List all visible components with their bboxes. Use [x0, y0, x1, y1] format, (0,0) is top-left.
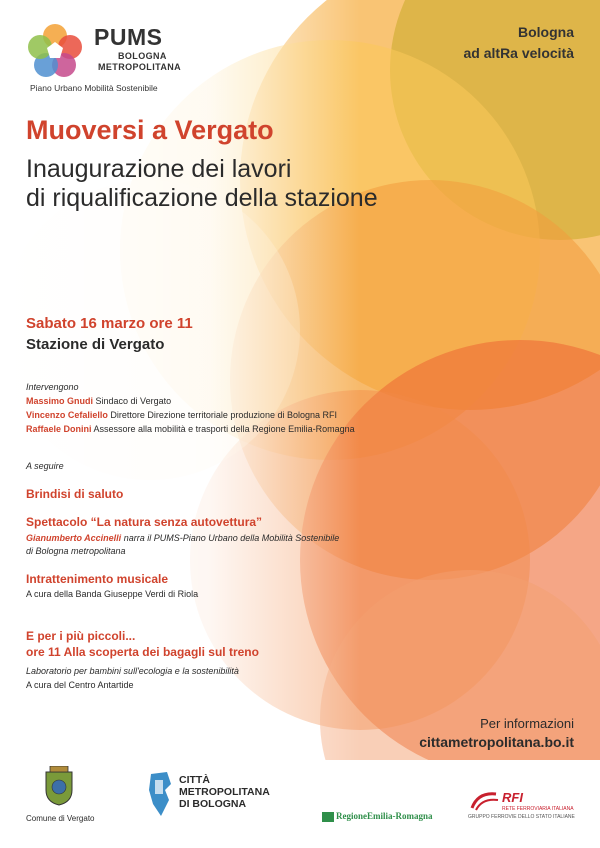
rfi-sub-2: GRUPPO FERROVIE DELLO STATO ITALIANE	[468, 814, 575, 820]
program-kids-title: E per i più piccoli...	[26, 629, 136, 643]
citta-line-2: METROPOLITANA	[179, 786, 270, 798]
event-venue: Stazione di Vergato	[26, 336, 165, 353]
tagline-line-2: ad altRa velocità	[463, 45, 574, 61]
speaker-item	[26, 422, 355, 436]
program-toast: Brindisi di saluto	[26, 487, 124, 501]
citta-metropolitana-logo	[145, 768, 285, 828]
info-block	[419, 716, 574, 750]
info-label: Per informazioni	[480, 716, 574, 731]
speaker-role: Assessore alla mobilità e trasporti della Regione Emilia-Romagna	[93, 424, 355, 434]
speaker-name: Raffaele Donini	[26, 424, 92, 434]
subtitle-line-1: Inaugurazione dei lavori	[26, 155, 292, 183]
program-kids-desc: Laboratorio per bambini sull'ecologia e la sostenibilità	[26, 666, 239, 676]
program-intro: A seguire	[26, 461, 64, 471]
vergato-logo	[26, 766, 106, 826]
regione-logo	[322, 808, 442, 828]
event-date: Sabato 16 marzo ore 11	[26, 315, 193, 332]
program-music-desc: A cura della Banda Giuseppe Verdi di Riola	[26, 589, 199, 599]
rfi-logo	[468, 788, 578, 828]
pums-logo-icon	[26, 22, 84, 80]
rfi-label: RFI	[502, 790, 523, 805]
page-title: Muoversi a Vergato	[26, 115, 274, 145]
speaker-name: Vincenzo Cefaliello	[26, 410, 108, 420]
logo-subtitle-2: METROPOLITANA	[98, 62, 182, 72]
program-kids-time: ore 11 Alla scoperta dei bagagli sul treno	[26, 645, 259, 659]
info-url[interactable]: cittametropolitana.bo.it	[419, 734, 574, 750]
program-show-title: Spettacolo “La natura senza autovettura”	[26, 515, 263, 529]
subtitle-line-2: di riqualificazione della stazione	[26, 184, 378, 212]
pums-logo	[26, 22, 196, 96]
program-kids-curator: A cura del Centro Antartide	[26, 680, 134, 690]
show-desc-1: narra il PUMS-Piano Urbano della Mobilità Sostenibile	[123, 533, 340, 543]
vergato-crest-icon	[42, 766, 76, 806]
speakers-list	[26, 380, 355, 436]
citta-metropolitana-text	[179, 774, 270, 810]
program-show-line-2: di Bologna metropolitana	[26, 546, 126, 556]
speaker-item	[26, 394, 355, 408]
citta-metropolitana-emblem-icon	[145, 770, 175, 818]
citta-line-1: CITTÀ	[179, 774, 210, 786]
speaker-name: Massimo Gnudi	[26, 396, 94, 406]
program-music-title: Intrattenimento musicale	[26, 572, 169, 586]
tagline	[464, 22, 575, 64]
rfi-sub-1: RETE FERROVIARIA ITALIANA	[502, 806, 574, 812]
program-show-line-1	[26, 532, 339, 545]
speaker-item	[26, 408, 355, 422]
logo-subtitle-1: BOLOGNA	[118, 51, 167, 61]
tagline-line-1: Bologna	[518, 24, 574, 40]
vergato-label: Comune di Vergato	[26, 814, 95, 823]
speakers-intro: Intervengono	[26, 382, 79, 392]
logo-subtitle-3: Piano Urbano Mobilità Sostenibile	[30, 83, 158, 93]
speaker-role: Direttore Direzione territoriale produzione di Bologna RFI	[110, 410, 337, 420]
rfi-emblem-icon	[468, 790, 500, 812]
show-performer: Gianumberto Accinelli	[26, 533, 122, 543]
regione-flag-icon	[322, 812, 334, 822]
logo-title: PUMS	[94, 24, 163, 50]
citta-line-3: DI BOLOGNA	[179, 798, 247, 810]
regione-label: RegioneEmilia-Romagna	[336, 811, 433, 821]
page-subtitle	[26, 155, 586, 213]
speaker-role: Sindaco di Vergato	[95, 396, 172, 406]
